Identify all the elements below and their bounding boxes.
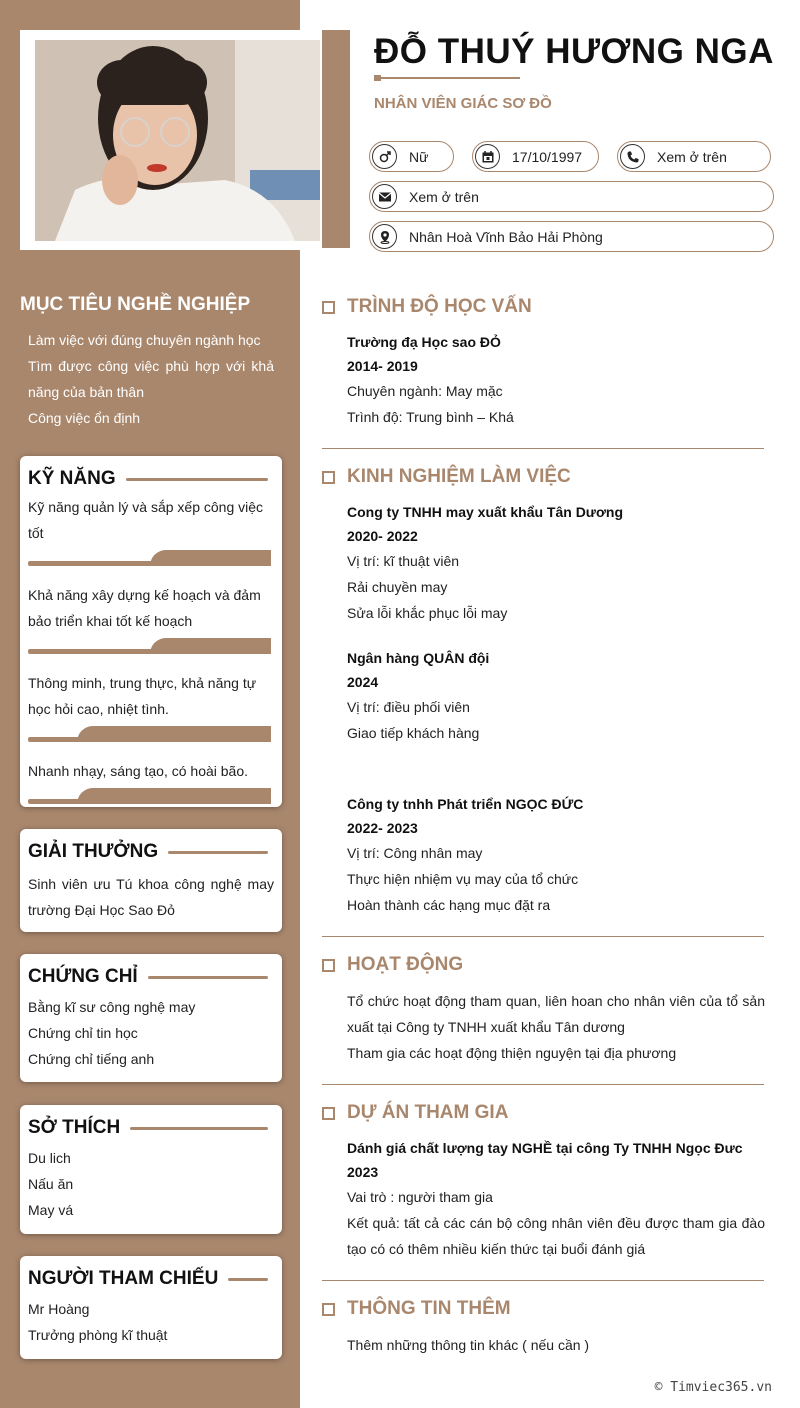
list-item: Mr Hoàng [28, 1301, 90, 1317]
job-period: 2024 [347, 674, 379, 690]
project-name: Dánh giá chất lượng tay NGHỀ tại công Ty TNHH Ngọc Đưc [347, 1140, 743, 1156]
references-title: NGƯỜI THAM CHIẾU [28, 1268, 219, 1289]
skill-level-bar [28, 788, 271, 804]
awards-text: Sinh viên ưu Tú khoa công nghệ may trường Đại Học Sao Đỏ [28, 876, 274, 918]
awards-title: GIẢI THƯỞNG [28, 841, 159, 862]
activities-block [347, 988, 765, 1066]
checkbox-icon [322, 1303, 335, 1316]
skill-item [28, 758, 274, 804]
title-rule [130, 1127, 268, 1130]
school-name: Trường đạ Học sao ĐỎ [347, 334, 501, 350]
awards-card [20, 829, 282, 932]
objective-item: Công việc ổn định [28, 410, 141, 426]
certificates-card [20, 954, 282, 1082]
section-title: KINH NGHIỆM LÀM VIỆC [347, 466, 571, 487]
checkbox-icon [322, 959, 335, 972]
header-accent-bar [322, 30, 350, 248]
job-line: Hoàn thành các hạng mục đặt ra [347, 897, 551, 913]
section-title: THÔNG TIN THÊM [347, 1298, 511, 1319]
checkbox-icon [322, 301, 335, 314]
job-period: 2020- 2022 [347, 528, 418, 544]
list-item: Du lich [28, 1150, 71, 1166]
additional-heading [322, 1298, 511, 1320]
checkbox-icon [322, 471, 335, 484]
location-icon [372, 224, 397, 249]
additional-block [347, 1332, 765, 1358]
title-rule [228, 1278, 268, 1281]
birthday-value: 17/10/1997 [512, 148, 583, 165]
section-divider [322, 936, 764, 937]
skill-level-bar [28, 638, 271, 654]
job-period: 2022- 2023 [347, 820, 418, 836]
project-result: Kết quả: tất cả các cán bộ công nhân viên đều được tham gia đào tạo có có thêm nhiều kiến thức tại buổi đánh giá [347, 1215, 765, 1257]
additional-text: Thêm những thông tin khác ( nếu cần ) [347, 1337, 590, 1353]
experience-job [347, 792, 765, 918]
name-underline [374, 75, 520, 81]
objective-item: Tìm được công việc phù hợp với khả năng của bản thân [28, 358, 274, 400]
projects-block [347, 1136, 765, 1262]
job-line: Giao tiếp khách hàng [347, 725, 480, 741]
certificates-list [28, 994, 274, 1072]
experience-heading [322, 466, 571, 488]
skill-text: Nhanh nhạy, sáng tạo, có hoài bão. [28, 763, 249, 779]
education-line: Chuyên ngành: May mặc [347, 383, 503, 399]
section-divider [322, 1280, 764, 1281]
job-title: NHÂN VIÊN GIÁC SƠ ĐỒ [374, 95, 552, 112]
job-line: Vị trí: Công nhân may [347, 845, 483, 861]
education-heading [322, 296, 532, 318]
list-item: Trưởng phòng kĩ thuật [28, 1327, 168, 1343]
education-period: 2014- 2019 [347, 358, 418, 374]
gender-icon [372, 144, 397, 169]
calendar-icon [475, 144, 500, 169]
phone-pill [617, 141, 771, 172]
job-line: Thực hiện nhiệm vụ may của tổ chức [347, 871, 579, 887]
job-line: Rải chuyền may [347, 579, 448, 595]
company-name: Ngân hàng QUÂN đội [347, 650, 490, 666]
avatar [35, 40, 320, 241]
title-rule [148, 976, 268, 979]
skill-text: Thông minh, trung thực, khả năng tự học hỏi cao, nhiệt tình. [28, 675, 257, 717]
references-card [20, 1256, 282, 1359]
address-pill [369, 221, 774, 252]
objective-list [28, 327, 274, 431]
certificates-title: CHỨNG CHỈ [28, 966, 138, 987]
gender-pill [369, 141, 454, 172]
education-block [347, 330, 765, 430]
company-name: Cong ty TNHH may xuất khẩu Tân Dương [347, 504, 624, 520]
company-name: Công ty tnhh Phát triển NGỌC ĐỨC [347, 796, 584, 812]
experience-job [347, 500, 765, 626]
candidate-name: ĐỖ THUÝ HƯƠNG NGA [374, 32, 774, 71]
address-value: Nhân Hoà Vĩnh Bảo Hải Phòng [409, 228, 603, 245]
activity-line: Tổ chức hoạt động tham quan, liên hoan cho nhân viên của tổ sản xuất tại Công ty TNHH xuất khẩu Tân dương [347, 993, 765, 1035]
title-rule [126, 478, 268, 481]
section-title: TRÌNH ĐỘ HỌC VẤN [347, 296, 532, 317]
job-line: Vị trí: kĩ thuật viên [347, 553, 460, 569]
gender-value: Nữ [409, 148, 429, 165]
project-period: 2023 [347, 1164, 379, 1180]
skills-title: KỸ NĂNG [28, 468, 116, 489]
skill-level-bar [28, 726, 271, 742]
section-title: DỰ ÁN THAM GIA [347, 1102, 509, 1123]
section-divider [322, 1084, 764, 1085]
title-rule [168, 851, 268, 854]
objective-item: Làm việc với đúng chuyên ngành học [28, 332, 261, 348]
birthday-pill [472, 141, 599, 172]
list-item: Chứng chỉ tin học [28, 1025, 138, 1041]
skills-card [20, 456, 282, 807]
experience-job [347, 646, 765, 746]
skill-level-bar [28, 550, 271, 566]
activities-heading [322, 954, 463, 976]
email-icon [372, 184, 397, 209]
skill-item [28, 670, 274, 742]
email-pill [369, 181, 774, 212]
skill-text: Kỹ năng quản lý và sắp xếp công việc tốt [28, 499, 264, 541]
hobbies-card [20, 1105, 282, 1234]
list-item: Chứng chỉ tiếng anh [28, 1051, 155, 1067]
checkbox-icon [322, 1107, 335, 1120]
project-role: Vai trò : người tham gia [347, 1189, 493, 1205]
footer-credit: © Timviec365.vn [654, 1380, 772, 1395]
skill-text: Khả năng xây dựng kế hoạch và đảm bảo triển khai tốt kế hoạch [28, 587, 261, 629]
skill-item [28, 494, 274, 566]
skill-item [28, 582, 274, 654]
email-value: Xem ở trên [409, 188, 479, 205]
list-item: Nấu ăn [28, 1176, 74, 1192]
list-item: Bằng kĩ sư công nghệ may [28, 999, 196, 1015]
job-line: Sửa lỗi khắc phục lỗi may [347, 605, 508, 621]
section-title: HOẠT ĐỘNG [347, 954, 464, 975]
list-item: May vá [28, 1202, 74, 1218]
projects-heading [322, 1102, 508, 1124]
objective-title: MỤC TIÊU NGHỀ NGHIỆP [20, 294, 251, 315]
references-list [28, 1296, 274, 1348]
hobbies-title: SỞ THÍCH [28, 1117, 121, 1138]
activity-line: Tham gia các hoạt động thiện nguyện tại địa phương [347, 1045, 677, 1061]
phone-icon [620, 144, 645, 169]
section-divider [322, 448, 764, 449]
job-line: Vị trí: điều phối viên [347, 699, 470, 715]
hobbies-list [28, 1145, 274, 1223]
education-line: Trình độ: Trung bình – Khá [347, 409, 514, 425]
phone-value: Xem ở trên [657, 148, 727, 165]
